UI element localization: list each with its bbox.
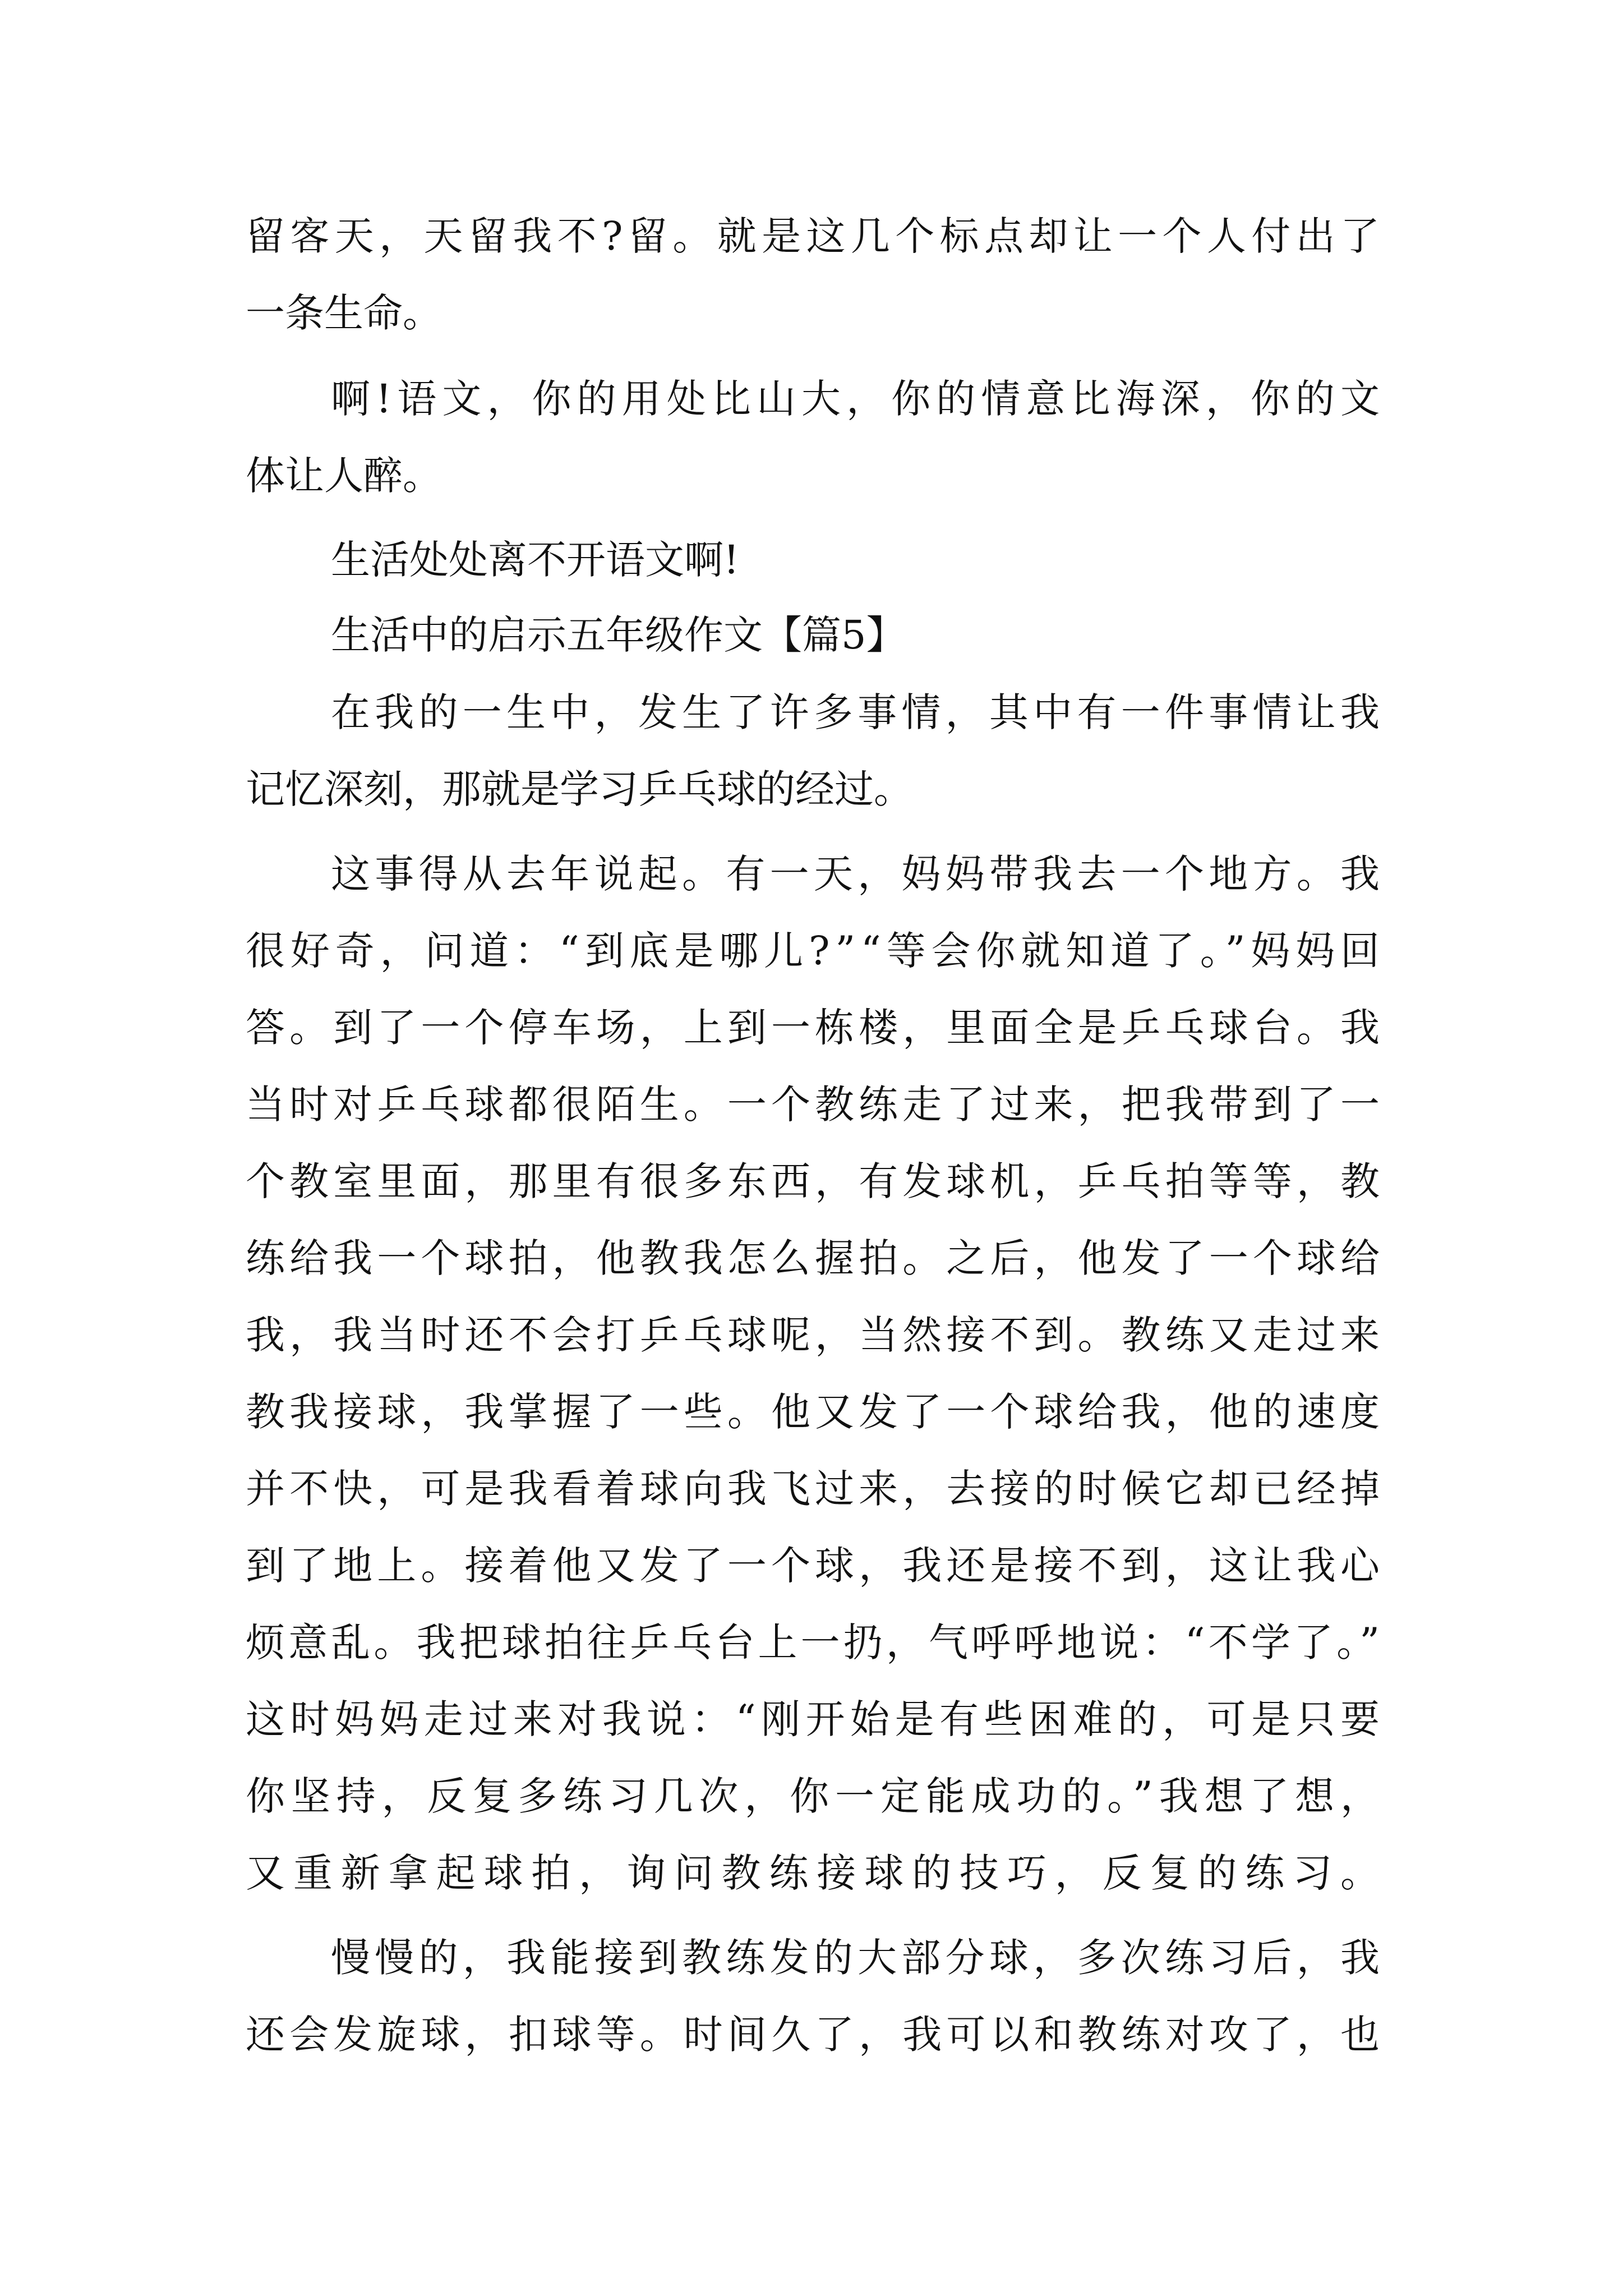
- text-line: 慢慢的，我能接到教练发的大部分球，多次练习后，我: [331, 1935, 1385, 1981]
- text-line: 练给我一个球拍，他教我怎么握拍。之后，他发了一个球给: [246, 1235, 1385, 1281]
- text-line: 并不快，可是我看着球向我飞过来，去接的时候它却已经掉: [246, 1466, 1385, 1512]
- text-line: 你坚持，反复多练习几次，你一定能成功的。”我想了想，: [246, 1773, 1386, 1819]
- text-line: 这事得从去年说起。有一天，妈妈带我去一个地方。我: [331, 851, 1385, 897]
- text-line: 个教室里面，那里有很多东西，有发球机，乒乓拍等等，教: [246, 1158, 1385, 1204]
- text-line: 这时妈妈走过来对我说：“刚开始是有些困难的，可是只要: [246, 1696, 1385, 1742]
- text-line: 我，我当时还不会打乒乓球呢，当然接不到。教练又走过来: [246, 1312, 1385, 1358]
- text-line: 生活处处离不开语文啊!: [331, 537, 740, 583]
- text-line: 到了地上。接着他又发了一个球，我还是接不到，这让我心: [246, 1543, 1385, 1589]
- text-line: 记忆深刻，那就是学习乒乓球的经过。: [246, 766, 913, 812]
- text-line: 一条生命。: [246, 290, 442, 336]
- text-line: 在我的一生中，发生了许多事情，其中有一件事情让我: [331, 689, 1385, 735]
- text-line: 留客天，天留我不?留。就是这几个标点却让一个人付出了: [246, 213, 1385, 259]
- text-line: 答。到了一个停车场，上到一栋楼，里面全是乒乓球台。我: [246, 1005, 1385, 1051]
- text-line: 啊!语文，你的用处比山大，你的情意比海深，你的文: [331, 376, 1386, 422]
- text-line: 体让人醉。: [246, 453, 442, 499]
- text-line: 很好奇，问道：“到底是哪儿?”“等会你就知道了。”妈妈回: [246, 928, 1385, 974]
- section-heading: 生活中的启示五年级作文【篇5】: [331, 612, 906, 658]
- text-line: 当时对乒乓球都很陌生。一个教练走了过来，把我带到了一: [246, 1082, 1385, 1128]
- text-line: 又重新拿起球拍，询问教练接球的技巧，反复的练习。: [246, 1850, 1388, 1896]
- text-line: 教我接球，我掌握了一些。他又发了一个球给我，他的速度: [246, 1389, 1385, 1435]
- text-line: 还会发旋球，扣球等。时间久了，我可以和教练对攻了，也: [246, 2012, 1385, 2058]
- text-line: 烦意乱。我把球拍往乒乓台上一扔，气呼呼地说：“不学了。”: [246, 1619, 1384, 1665]
